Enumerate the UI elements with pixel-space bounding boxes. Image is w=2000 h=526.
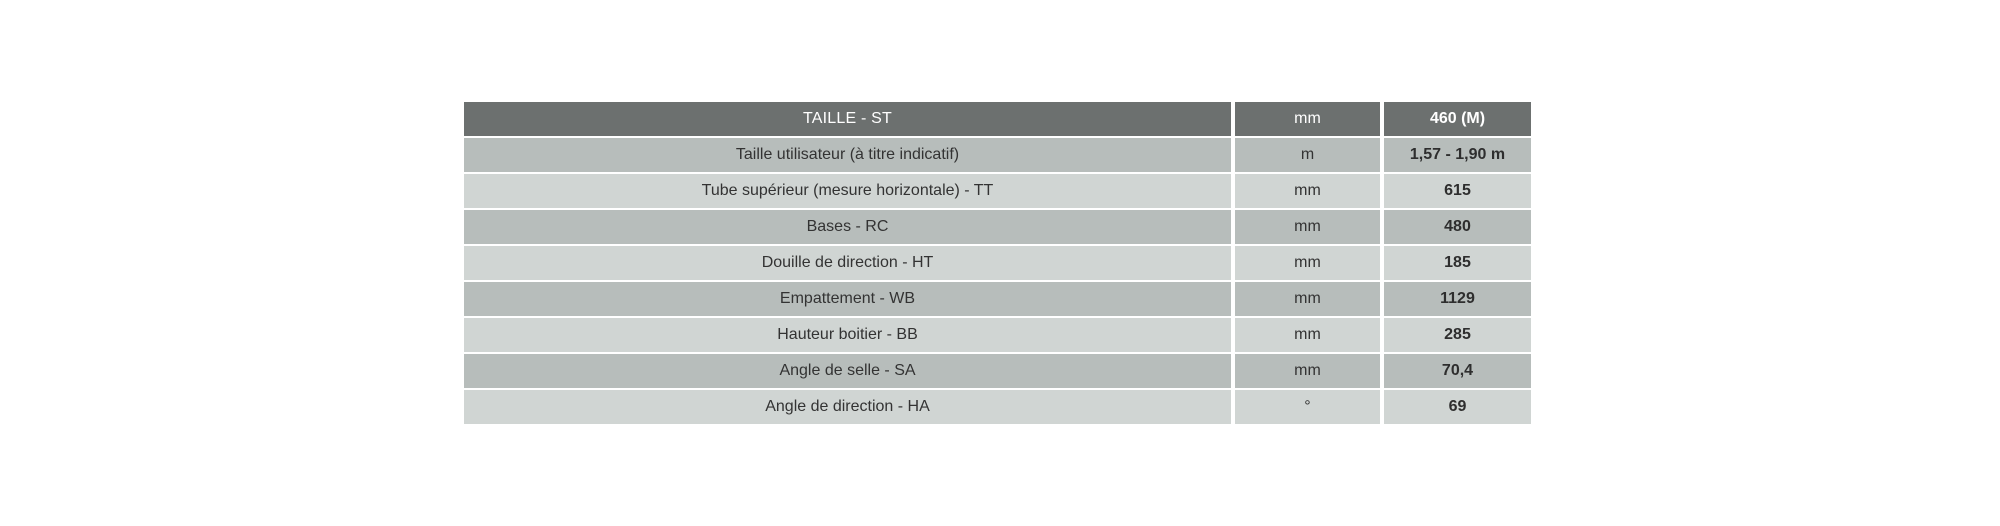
geometry-table xyxy=(464,102,1531,424)
header-value-cell xyxy=(1384,102,1531,136)
table-row-value: 1129 xyxy=(1384,282,1531,316)
table-row-value: 615 xyxy=(1384,174,1531,208)
table-row-label: Empattement - WB xyxy=(464,282,1231,316)
table-row-value: 1,57 - 1,90 m xyxy=(1384,138,1531,172)
table-row-unit: mm xyxy=(1235,282,1380,316)
header-label-cell xyxy=(464,102,1231,136)
table-row-label: Angle de direction - HA xyxy=(464,390,1231,424)
table-row-label: Hauteur boitier - BB xyxy=(464,318,1231,352)
table-row-value: 480 xyxy=(1384,210,1531,244)
table-row-unit: mm xyxy=(1235,354,1380,388)
table-row-label: Angle de selle - SA xyxy=(464,354,1231,388)
table-row-unit: ° xyxy=(1235,390,1380,424)
table-row-unit: mm xyxy=(1235,246,1380,280)
header-value: 460 (M) xyxy=(1429,110,1486,127)
table-row-label: Taille utilisateur (à titre indicatif) xyxy=(464,138,1231,172)
table-row-value: 70,4 xyxy=(1384,354,1531,388)
table-row-value: 285 xyxy=(1384,318,1531,352)
header-unit: mm xyxy=(1294,110,1321,127)
table-row-unit: mm xyxy=(1235,210,1380,244)
table-row-label: Tube supérieur (mesure horizontale) - TT xyxy=(464,174,1231,208)
table-row-unit: mm xyxy=(1235,318,1380,352)
table-row-label: Douille de direction - HT xyxy=(464,246,1231,280)
table-row-value: 69 xyxy=(1384,390,1531,424)
table-row-unit: m xyxy=(1235,138,1380,172)
header-unit-cell xyxy=(1235,102,1380,136)
table-row-label: Bases - RC xyxy=(464,210,1231,244)
table-row-unit: mm xyxy=(1235,174,1380,208)
header-label: TAILLE - ST xyxy=(802,110,893,127)
table-row-value: 185 xyxy=(1384,246,1531,280)
